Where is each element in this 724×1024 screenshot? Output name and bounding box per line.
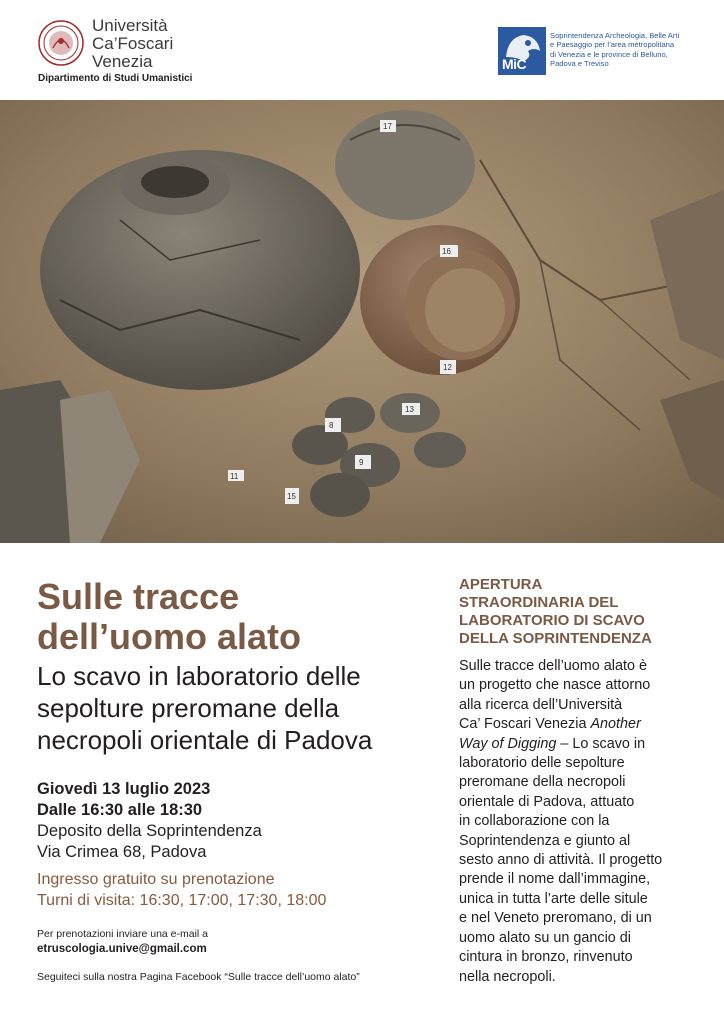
aside-line: un progetto che nasce attorno [459, 677, 651, 694]
header [0, 0, 724, 100]
event-subtitle [37, 660, 437, 756]
event-subtitle-line: sepolture preromane della [37, 693, 340, 723]
aside-line: in collaborazione con la [459, 813, 610, 830]
aside-line: cintura in bronzo, rinvenuto [459, 949, 633, 966]
aside-line: laboratorio delle sepolture [459, 755, 625, 772]
soprintendenza-name [550, 31, 720, 69]
booking-text: Per prenotazioni inviare una e-mail a [37, 928, 209, 940]
event-time: Dalle 16:30 alle 18:30 [37, 801, 203, 819]
aside-line: unica in tutta l’arte delle situle [459, 890, 648, 907]
university-name-line: Università [92, 16, 168, 35]
aside-text: Ca’ Foscari Venezia [459, 716, 591, 733]
soprintendenza-line: e Paesaggio per l’area metropolitana [550, 40, 675, 50]
event-venue: Deposito della Soprintendenza [37, 822, 262, 840]
visit-slots: Turni di visita: 16:30, 17:00, 17:30, 18:00 [37, 892, 327, 909]
aside-line: uomo alato su un gancio di [459, 929, 632, 946]
entry-text: Ingresso gratuito su prenotazione [37, 871, 275, 888]
soprintendenza-line: Padova e Treviso [550, 59, 609, 69]
aside-line: e nel Veneto preromano, di un [459, 910, 652, 927]
entry-info [37, 869, 326, 911]
aside-heading-line: LABORATORIO DI SCAVO [459, 612, 645, 629]
aside-heading [459, 576, 709, 648]
event-details [37, 779, 262, 863]
event-subtitle-line: necropoli orientale di Padova [37, 725, 373, 755]
photo-tag-label: 8 [329, 421, 334, 430]
aside-line: Sulle tracce dell’uomo alato è [459, 658, 647, 674]
excavation-illustration [0, 100, 724, 543]
photo-tag-label: 12 [443, 363, 452, 372]
mic-label: MiC [502, 56, 527, 72]
event-date: Giovedì 13 luglio 2023 [37, 780, 211, 798]
aside-heading-line: DELLA SOPRINTENDENZA [459, 630, 652, 647]
aside-heading-line: APERTURA [459, 576, 543, 593]
photo-tag-label: 11 [230, 472, 239, 481]
booking-email[interactable]: etruscologia.unive@gmail.com [37, 943, 207, 955]
soprintendenza-line: Soprintendenza Archeologia, Belle Arti [550, 31, 680, 40]
university-seal-icon [38, 20, 84, 66]
aside-line: prende il nome dall’immagine, [459, 871, 651, 888]
photo-tag-label: 13 [405, 405, 414, 414]
photo-tag-label: 16 [442, 247, 451, 256]
university-name-line: Venezia [92, 52, 153, 71]
aside-text: – Lo scavo in [556, 735, 646, 752]
project-name-italic: Another [590, 716, 641, 733]
photo-tag-label: 9 [359, 458, 364, 467]
event-title-line: dell’uomo alato [37, 616, 302, 657]
aside-line [459, 715, 709, 734]
event-subtitle-line: Lo scavo in laboratorio delle [37, 661, 361, 691]
aside-line: sesto anno di attività. Il progetto [459, 852, 663, 869]
aside-line: preromane della necropoli [459, 774, 626, 791]
aside-body [459, 657, 709, 987]
facebook-note: Seguiteci sulla nostra Pagina Facebook “Sulle tracce dell’uomo alato” [37, 971, 360, 983]
mic-logo [498, 27, 546, 75]
event-address: Via Crimea 68, Padova [37, 843, 207, 861]
project-name-italic: Way of Digging [459, 735, 557, 752]
soprintendenza-line: di Venezia e le province di Belluno, [550, 49, 668, 59]
aside-line: Soprintendenza e giunto al [459, 832, 631, 849]
aside-heading-line: STRAORDINARIA DEL [459, 594, 619, 611]
university-name [92, 17, 173, 71]
aside-line: alla ricerca dell’Università [459, 696, 623, 713]
event-title-line: Sulle tracce [37, 576, 240, 617]
photo-tag-label: 15 [287, 492, 296, 501]
photo-tag-label: 17 [383, 122, 392, 131]
booking-info [37, 927, 208, 957]
aside-line: nella necropoli. [459, 968, 556, 985]
aside-line [459, 735, 709, 754]
aside-line: orientale di Padova, attuato [459, 793, 635, 810]
event-title [37, 577, 367, 657]
university-name-line: Ca’Foscari [92, 34, 174, 53]
excavation-photo [0, 100, 724, 543]
department-name: Dipartimento di Studi Umanistici [38, 73, 193, 84]
